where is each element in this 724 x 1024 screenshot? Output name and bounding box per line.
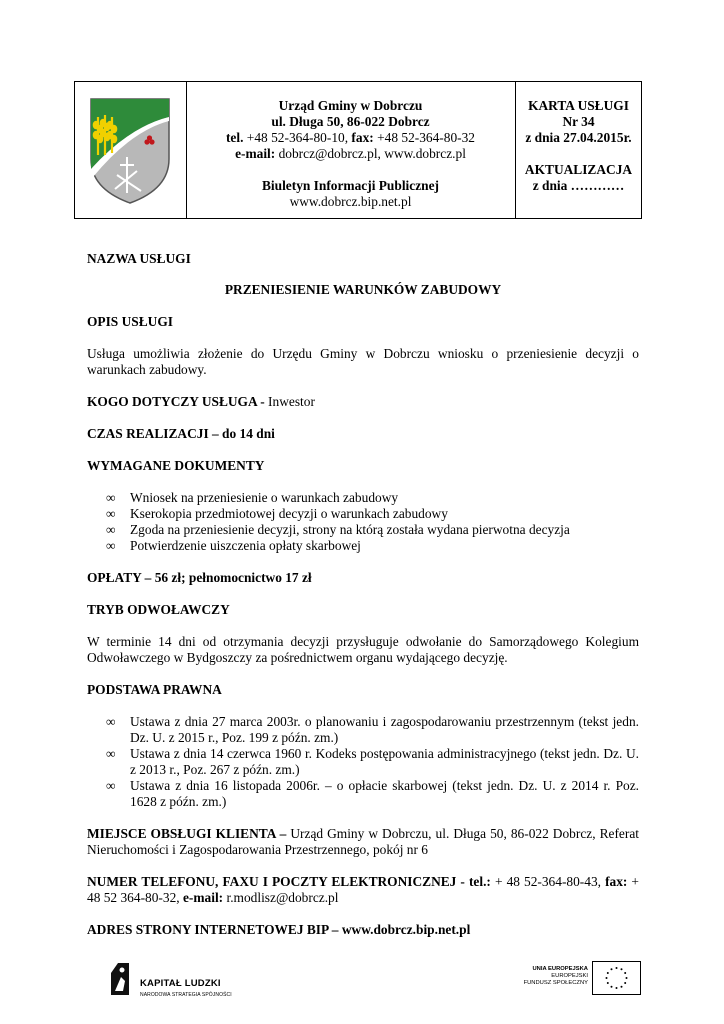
- office-info-cell: [186, 82, 516, 218]
- kapital-ludzki-name: KAPITAŁ LUDZKI: [140, 978, 221, 989]
- eu-line3: FUNDUSZ SPOŁECZNY: [523, 980, 588, 986]
- contact-fax: + 48 52 364-80-32,: [87, 874, 639, 905]
- eu-line1: UNIA EUROPEJSKA: [532, 966, 588, 972]
- contact-label: NUMER TELEFONU, FAXU I POCZTY ELEKTRONICZNEJ - tel.:: [87, 874, 491, 889]
- place-label: MIEJSCE OBSŁUGI KLIENTA –: [87, 826, 287, 841]
- appeal-text: W terminie 14 dni od otrzymania decyzji przysługuje odwołanie do Samorządowego Kolegium Odwoławczego w Bydgoszczy za pośrednictwem organu wydającego decyzję.: [87, 634, 639, 665]
- office-address: ul. Długa 50, 86-022 Dobrcz: [271, 114, 430, 129]
- email-value: dobrcz@dobrcz.pl, www.dobrcz.pl: [275, 146, 466, 161]
- crest-cell: [75, 82, 187, 218]
- bip-address: ADRES STRONY INTERNETOWEJ BIP – www.dobrcz.bip.net.pl: [87, 922, 471, 937]
- list-item: ∞ Ustawa z dnia 27 marca 2003r. o planowaniu i zagospodarowaniu przestrzennym (tekst jedn. Dz. U. z 2015 r., Poz. 199 z późn. zm.): [106, 714, 639, 745]
- contact-tel: + 48 52-364-80-43,: [490, 874, 606, 889]
- contact-email: r.modlisz@dobrcz.pl: [223, 890, 339, 905]
- legal-label: PODSTAWA PRAWNA: [87, 682, 222, 697]
- card-info-cell: [516, 82, 641, 218]
- fax-label: fax:: [351, 130, 374, 145]
- list-item: ∞ Potwierdzenie uiszczenia opłaty skarbowej: [106, 538, 361, 553]
- list-item: ∞ Zgoda na przeniesienie decyzji, strony na którą została wydana pierwotna decyzja: [106, 522, 570, 537]
- contact-paragraph: [87, 874, 639, 906]
- infinity-bullet-icon: ∞: [106, 522, 116, 537]
- docs-label: WYMAGANE DOKUMENTY: [87, 458, 265, 473]
- infinity-bullet-icon: ∞: [106, 714, 116, 729]
- place-paragraph: [87, 826, 639, 858]
- infinity-bullet-icon: ∞: [106, 746, 116, 761]
- fees-label: OPŁATY – 56 zł; pełnomocnictwo 17 zł: [87, 570, 312, 585]
- kapital-ludzki-subtitle: NARODOWA STRATEGIA SPÓJNOŚCI: [140, 992, 232, 998]
- header-table: [74, 81, 642, 219]
- infinity-bullet-icon: ∞: [106, 538, 116, 553]
- service-name-label: NAZWA USŁUGI: [87, 251, 191, 266]
- office-name: Urząd Gminy w Dobrczu: [278, 98, 423, 113]
- who-value: Inwestor: [268, 394, 315, 409]
- eu-text: [510, 966, 588, 987]
- bip-title: Biuletyn Informacji Publicznej: [261, 178, 440, 193]
- update-label: AKTUALIZACJA: [524, 162, 633, 177]
- legal-list: [87, 714, 639, 810]
- card-number: Nr 34: [562, 114, 595, 129]
- update-date: z dnia …………: [532, 178, 625, 193]
- document-body: [87, 251, 639, 938]
- infinity-bullet-icon: ∞: [106, 778, 116, 793]
- list-item: ∞ Wniosek na przeniesienie o warunkach zabudowy: [106, 490, 399, 505]
- contact-email-label: e-mail:: [182, 890, 224, 905]
- fax-value: +48 52-364-80-32: [373, 130, 476, 145]
- eu-flag-icon: [592, 961, 641, 995]
- who-label: KOGO DOTYCZY USŁUGA -: [87, 394, 269, 409]
- list-item: ∞ Kserokopia przedmiotowej decyzji o warunkach zabudowy: [106, 506, 448, 521]
- description-text: Usługa umożliwia złożenie do Urzędu Gminy w Dobrczu wniosku o przeniesienie decyzji o warunkach zabudowy.: [87, 346, 639, 377]
- email-label: e-mail:: [235, 146, 276, 161]
- appeal-label: TRYB ODWOŁAWCZY: [87, 602, 230, 617]
- coat-of-arms-icon: [89, 97, 171, 205]
- tel-label: tel.: [225, 130, 244, 145]
- footer-logos: [0, 950, 724, 1010]
- card-title: KARTA USŁUGI: [528, 98, 629, 113]
- contact-fax-label: fax:: [605, 874, 628, 889]
- eu-line2: EUROPEJSKI: [551, 973, 588, 979]
- tel-value: +48 52-364-80-10,: [243, 130, 352, 145]
- place-value: Urząd Gminy w Dobrczu, ul. Długa 50, 86-022 Dobrcz, Referat Nieruchomości i Zagospodarowania Przestrzennego, pokój nr 6: [87, 826, 639, 857]
- time-label: CZAS REALIZACJI – do 14 dni: [87, 426, 275, 441]
- service-name: PRZENIESIENIE WARUNKÓW ZABUDOWY: [224, 282, 502, 297]
- kapital-ludzki-logo-icon: [109, 961, 131, 997]
- infinity-bullet-icon: ∞: [106, 490, 116, 505]
- infinity-bullet-icon: ∞: [106, 506, 116, 521]
- list-item: ∞ Ustawa z dnia 16 listopada 2006r. – o opłacie skarbowej (tekst jedn. Dz. U. z 2014 r. Poz. 1628 z późn. zm.): [106, 778, 639, 809]
- list-item: ∞ Ustawa z dnia 14 czerwca 1960 r. Kodeks postępowania administracyjnego (tekst jedn. Dz. U. z 2013 r., Poz. 267 z późn. zm.): [106, 746, 639, 777]
- description-label: OPIS USŁUGI: [87, 314, 173, 329]
- bip-url: www.dobrcz.bip.net.pl: [289, 194, 412, 209]
- card-date: z dnia 27.04.2015r.: [525, 130, 632, 145]
- docs-list: [87, 490, 639, 554]
